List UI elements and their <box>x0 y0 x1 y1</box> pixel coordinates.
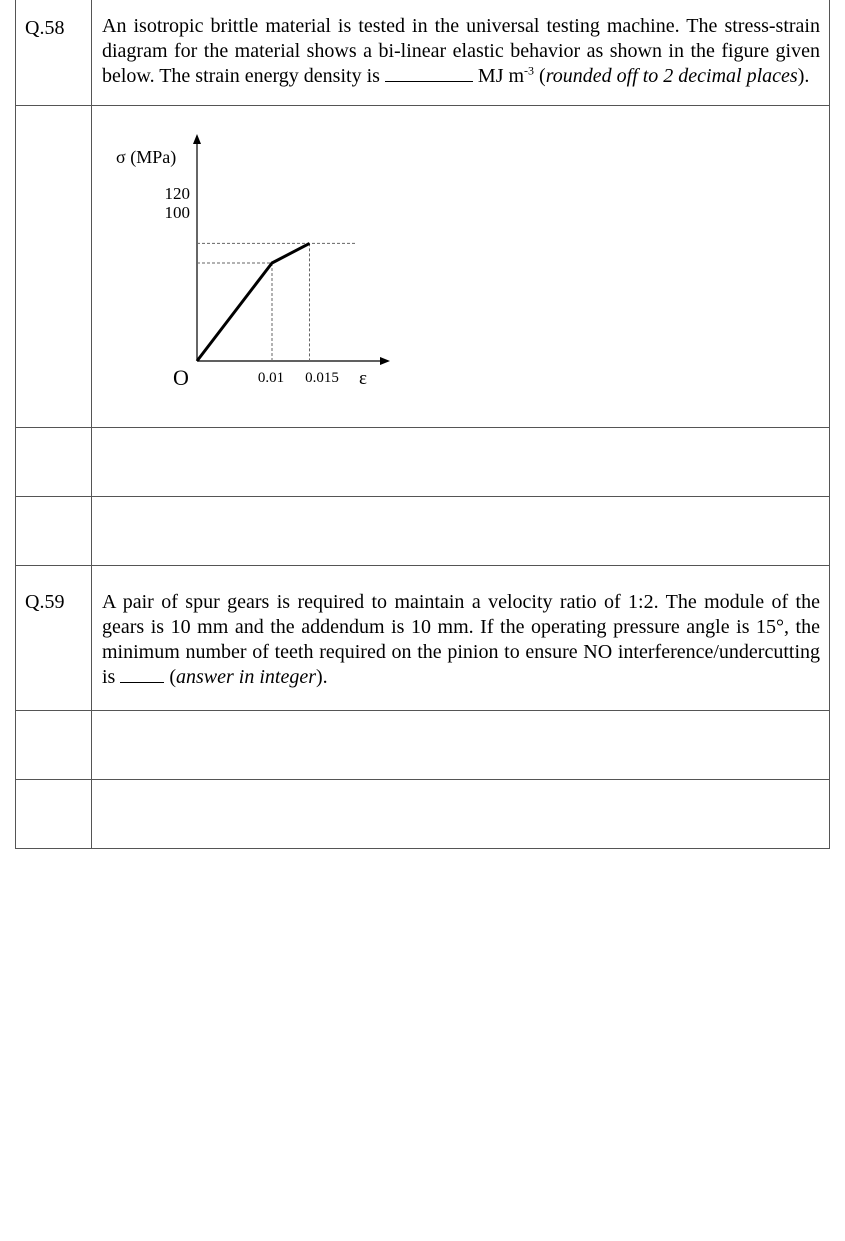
question-number: Q.58 <box>25 17 65 39</box>
blank-cell <box>92 780 830 849</box>
question-text-body: A pair of spur gears is required to maintain a velocity ratio of 1:2. The module of the gears is 10 mm and the addendum is 10 mm. If the operating pressure angle is 15°, the minimum number of teeth required on the pinion to ensure NO interference/undercutting is <box>102 591 820 688</box>
blank-row <box>16 711 830 780</box>
blank-cell <box>16 497 92 566</box>
blank-row <box>16 780 830 849</box>
x-tick-label: 0.01 <box>257 370 285 386</box>
question-number: Q.59 <box>25 591 65 613</box>
rounding-note: rounded off to 2 decimal places <box>545 65 798 87</box>
question-text: An isotropic brittle material is tested in the universal testing machine. The stress-strain diagram for the material shows a bi-linear elastic behavior as shown in the figure given below. The strain energy density is MJ $m^{-3}$ (rounded off to 2 decimal places). <box>102 15 820 87</box>
question-text-cell <box>92 566 830 711</box>
question-number-cell <box>16 566 92 711</box>
y-tick-label: 100 <box>164 203 190 222</box>
blank-row <box>16 497 830 566</box>
question-table <box>15 0 830 849</box>
y-tick-label: 120 <box>164 184 190 203</box>
unit-label: MJ m <box>477 65 525 87</box>
question-row <box>16 566 830 711</box>
question-row <box>16 0 830 106</box>
answer-blank <box>120 681 164 683</box>
unit-exponent: -3 <box>524 63 535 78</box>
question-number-cell <box>16 0 92 106</box>
y-axis-arrow <box>193 134 201 144</box>
figure-row <box>16 106 830 428</box>
answer-blank <box>385 80 473 82</box>
blank-row <box>16 428 830 497</box>
blank-cell <box>16 780 92 849</box>
blank-cell <box>92 428 830 497</box>
x-tick-label: 0.015 <box>305 370 339 386</box>
blank-cell <box>92 497 830 566</box>
blank-cell <box>16 711 92 780</box>
question-text-body: An isotropic brittle material is tested in the universal testing machine. The stress-strain diagram for the material shows a bi-linear elastic behavior as shown in the figure given below. The strain energy density is <box>102 15 820 87</box>
y-axis-label: σ (MPa) <box>116 147 177 167</box>
blank-cell <box>16 428 92 497</box>
figure-cell <box>92 106 830 428</box>
stress-strain-diagram <box>92 106 830 427</box>
x-axis-label: ε <box>359 368 367 389</box>
blank-cell <box>92 711 830 780</box>
question-text-cell <box>92 0 830 106</box>
stress-strain-curve <box>197 243 310 361</box>
question-text: A pair of spur gears is required to maintain a velocity ratio of 1:2. The module of the gears is 10 mm and the addendum is 10 mm. If the operating pressure angle is 15°, the minimum number of teeth required on the pinion to ensure NO interference/undercutting is (answer in integer). <box>102 591 820 688</box>
answer-note: answer in integer <box>176 666 317 688</box>
figure-number-cell <box>16 106 92 428</box>
origin-label: O <box>173 365 189 390</box>
x-axis-arrow <box>380 357 390 365</box>
